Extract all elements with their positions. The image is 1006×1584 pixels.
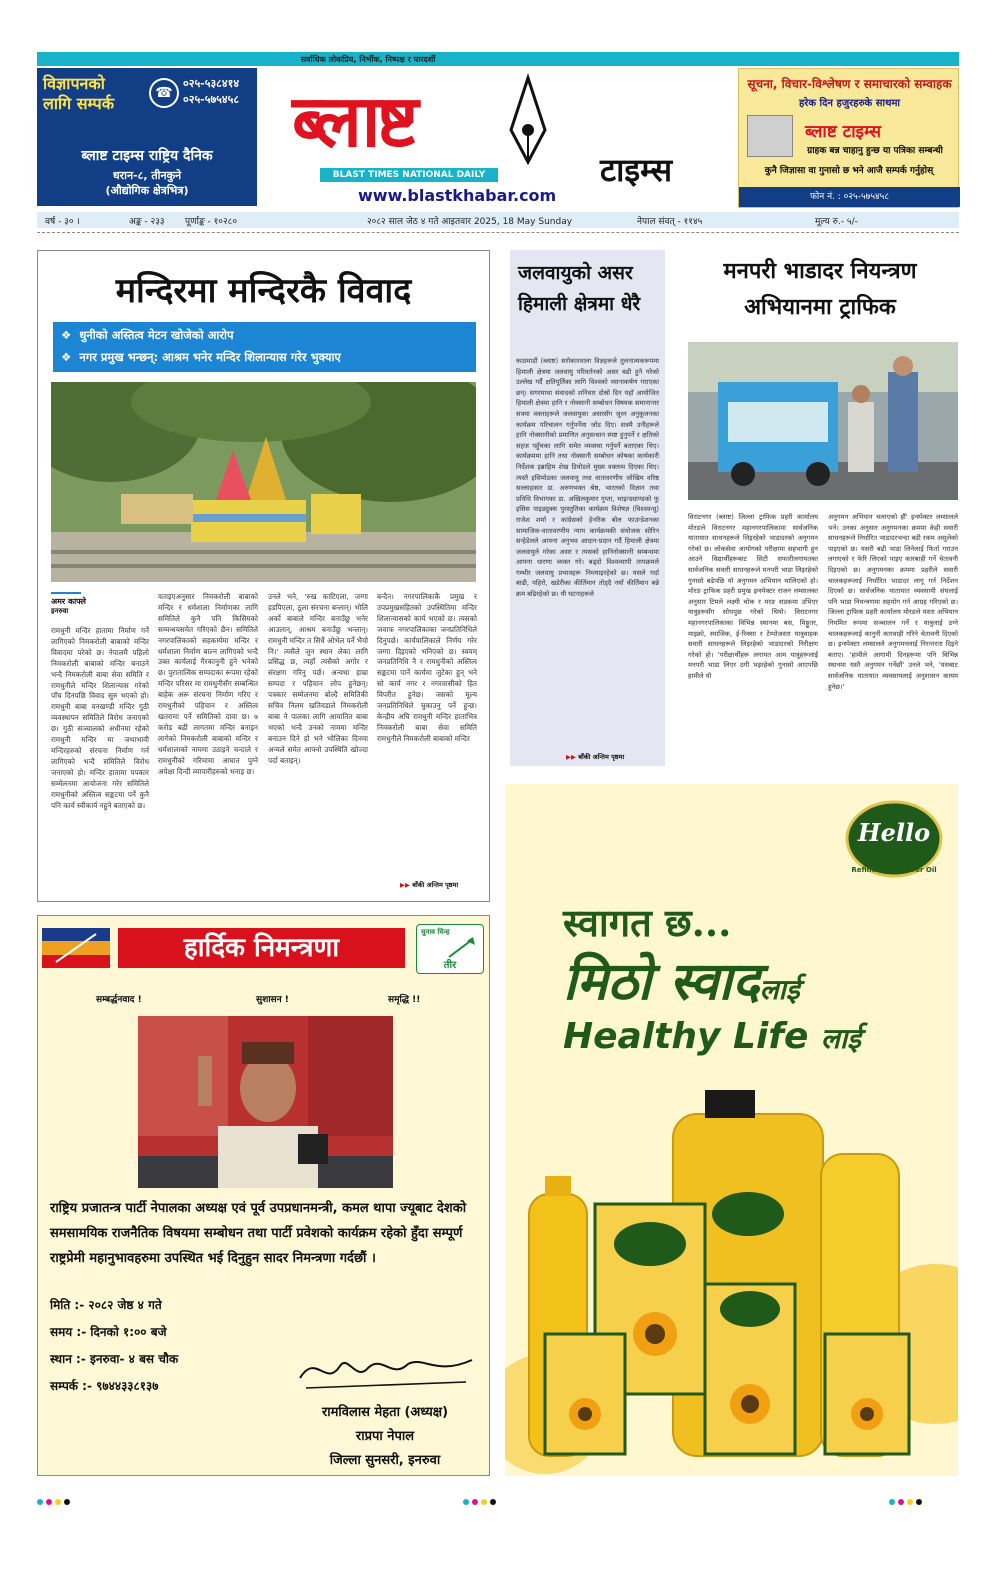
ad-phone-2: ०२५-५७५४५८ (183, 93, 240, 106)
ad-address-line2: (औद्योगिक क्षेत्रभित्र) (105, 184, 189, 197)
climate-headline[interactable]: जलवायुको असर हिमाली क्षेत्रमा धेरै (518, 262, 641, 315)
symbol-label: चुनाव चिन्ह (421, 928, 450, 936)
subscription-ad (738, 68, 959, 208)
issue-date: २०८२ साल जेठ ४ गते आइतवार 2025, 18 May Sunday (367, 217, 573, 227)
byline-location: इनरुवा (51, 607, 69, 615)
party-flag-icon (42, 928, 110, 968)
climate-continued-text: बाँकी अन्तिम पृष्ठमा (578, 753, 625, 761)
oil-line-3-text: Healthy Life (563, 1016, 809, 1057)
masthead-tagline: सर्वाधिक लोकप्रिय, निर्भीक, निष्पक्ष र पारदर्शी (300, 55, 436, 64)
invitation-ad (37, 915, 490, 1476)
lead-headline[interactable]: मन्दिरमा मन्दिरकै विवाद (115, 271, 412, 311)
lead-column-1: रामधुनी मन्दिर हातामा निर्माण गर्ने लागिएको निमकरोली बाबाको मन्दिर विवादमा परेको छ। नेपालमै पहिलो निमकरोली बाबाको मन्दिर बनाउने भन्दै निमकरोली बाबा सेवा समिति र रामधुनीले मन्दिर शिलान्यास गरेको पाँच दिनपछि विवाद सुरु भएको हो। रामधुनी बाबा वनखण्डी मन्दिर गुठी व्यवस्थापन समितिले विरोध जनाएको छ। गुठी सञ्चालको अधीनमा रहेको रामधुनी मन्दिर मा जथाभावी मन्दिरहरुको संरचना निर्माण गर्न लागिएको भन्दै समितिले विरोध जनाएको हो। मन्दिर हातामा पपकार सम्मेलनमा आयोजना गरेर समितिले रामधुनीको अस्तित्व सङ्कटमा पर्ने कुनै पनि कार्य स्वीकार्य नहुने बताएको छ। (51, 626, 149, 810)
lead-continued-link[interactable] (400, 880, 458, 889)
signer-district: जिल्ला सुनसरी, इनरुवा (329, 1453, 441, 1468)
oil-line-2-suffix: लाई (759, 973, 800, 1006)
invitation-body: राष्ट्रिय प्रजातन्त्र पार्टी नेपालका अध्यक्ष एवं पूर्व उपप्रधानमन्त्री, कमल थापा ज्यूबाट देशको समसामयिक राजनैतिक विषयमा सम्बोधन तथा पार्टी प्रवेशको कार्यक्रम रहेको हुँदा सम्पूर्ण राष्ट्रप्रेमी महानुभावहरुमा उपस्थित भई दिनुहुन सादर निमन्त्रणा गर्दछौं । (50, 1201, 467, 1266)
traffic-column-1: विराटनगर (ब्लाष्ट) जिल्ला ट्राफिक प्रहरी कार्यालय मोरङले विराटनगर महानगरपालिकामा सार्वजनिक यातायात साधनहरूले लिइरहेको भाडादरको अनुगमन गरेको छ। लोकसेवा आयोगको परीक्षामा सहभागी हुन आउने विद्यार्थीहरूबाट सिटी सफारीलगायतका सार्वजनिक सवारी साधनहरूले मनपरी भाडा लिइरहेको गुनासो बढेपछि यो अनुगमन अभियान थालिएको हो। मोरङ ट्राफिक प्रहरी प्रमुख इन्स्पेक्टर राजन लम्सालका अनुसार टिमले लक्ष्मी चोक र मरङ सडकमा उभिएर यात्रुहरूसँग सोधपुछ गरेको थियो। विराटनगर महानगरपालिकाका विभिन्न स्थानमा बस, मिठ्ठूतर, माइक्रो, स्याजिक, ई-रिक्सा र टेम्पोजस्ता यात्रुवाहक सवारी साधनहरूले लिइरहेको भाडादरको निरीक्षण गरेको हो। 'परीक्षार्थीहरू लगायत आम यात्रुहरूलाई मनपरी भाडा लिएर ठगी भइरहेको गुनासो आएपछि हामीले यो (688, 513, 818, 680)
lead-bullet-1: ❖ धुनीको अस्तित्व मेटन खोजेको आरोप (61, 328, 234, 342)
temple-photo (51, 382, 476, 582)
sunflower-oil-ad (505, 784, 958, 1476)
phone-icon: ☎ (149, 78, 179, 108)
sub-ad-line1: सूचना, विचार-विश्लेषण र समाचारको सम्वाहक (747, 77, 952, 91)
issue-number: अङ्क - २३३ (129, 217, 165, 227)
sub-ad-phone: फोन नं. : ०२५-५७५४५८ (739, 187, 960, 207)
ad-phone-1: ०२५-५३८४१४ (183, 77, 240, 90)
speaker-illustration (138, 1016, 393, 1188)
issue-price: मूल्य रु.- ५/- (815, 217, 858, 227)
continue-arrow-icon: ▶▶ (566, 753, 576, 761)
lead-bullet-2: ❖ नगर प्रमुख भन्छन्: आश्रम भनेर मन्दिर शिलान्यास गरेर भुक्याए (61, 350, 341, 364)
invitation-contact: सम्पर्क :- ९७४४३३८१३७ (50, 1379, 159, 1393)
ad-paper-title: ब्लाष्ट टाइम्स राष्ट्रिय दैनिक (81, 148, 213, 164)
signer-party: राप्रपा नेपाल (355, 1429, 415, 1444)
symbol-name: तीर (443, 960, 457, 971)
ad-contact-heading (43, 74, 114, 114)
oil-products-illustration (505, 1084, 958, 1476)
traffic-photo (688, 342, 958, 500)
ad-contact-box (37, 68, 257, 206)
traffic-headline[interactable] (682, 254, 958, 326)
invitation-time: समय :- दिनको १:०० बजे (50, 1325, 167, 1339)
lead-bullet-2-text: नगर प्रमुख भन्छन्: आश्रम भनेर मन्दिर शिलान्यास गरेर भुक्याए (79, 350, 341, 364)
logo-sub-text: टाइम्स (600, 151, 673, 189)
ad-contact-heading-line1: विज्ञापनको (43, 74, 105, 93)
oil-line-3-suffix: लाई (820, 1022, 861, 1055)
logo-main-text: ब्लाष्ट (292, 78, 415, 163)
logo-pen-icon (483, 70, 573, 170)
traffic-headline-line2: अभियानमा ट्राफिक (744, 295, 896, 320)
ad-address-line1: धरान-८, तीनकुने (112, 169, 182, 182)
lead-column-3: उनले भने, 'रुख काटिएला, जग्गा हडपिएला, ठूला संरचना बन्लान्। भोलि अर्को बाबाले मन्दिर बनाउँछु भनेर आउलान्, आश्रम बनाउँछु भन्लान्। रामधुनी मन्दिर त सिधैं ओभेल पर्ने भैयो नि।' त्यसैले जुन स्थान लेका लागि प्रसिद्ध छ, त्यहाँ त्यसैको अगोर र संरक्षण गरिनु पर्छ। अन्यथा हाम्रा सम्पदा र पहिचान लोप हुनेछन्। पत्रकार सम्मेलनमा बोल्दै समितिकी सचिव निलम खतिवडाले निमकरोली बाबा ने पालका लागि आयातित बाबा भएको भन्दै उनको नाममा मन्दिर बनाउन दिने हो भने भोलिका दिनमा अन्यले समेत आफ्नो उपस्थिति खोज्दा पर्दा बताइन्। (268, 592, 368, 765)
lead-bullet-1-text: धुनीको अस्तित्व मेटन खोजेको आरोप (79, 328, 234, 342)
invitation-title: हार्दिक निमन्त्रणा (118, 928, 405, 968)
byline-rule (51, 592, 81, 594)
nepal-samvat: नेपाल संवत् - ११४५ (637, 217, 703, 227)
wish-3: समृद्धि !! (388, 995, 421, 1005)
ad-address (37, 168, 257, 198)
issue-info-bar (37, 212, 959, 228)
lead-continued-text: बाँकी अन्तिम पृष्ठमा (412, 881, 459, 889)
lead-column-2: वताइएअनुसार निमकरोली बाबाको मन्दिर र धर्मशाला निर्माणका लागि समितिले कुनै पनि किसिमको सम्मन्धयसमेत गरिएको छैन। समितिले नगरपालिकाको सहकार्यमा मन्दिर र धर्मशाला निर्माण बाल्न लागिएको भन्दै उक्त कार्यलाई गैरकानुनी हुने भनेको छ। पुरातात्विक सम्पदाका रूपमा रहेको मन्दिर परिसर मा रामधुनीसँग सम्बन्धित बाहेक अरू संरचना निर्माण गरिए र रामधुनीको पहिचान र अस्तित्व खतरामा पर्ने समितिको दावा छ। ७ करोड बढी लागतमा मन्दिर बनाइन लागेको निमकरोली बाबाको मन्दिर र धर्मशालाको नाममा उठाइने चन्दाले र रामधुनीको गरिमामा आघात पुग्ने अपेक्षा दिन्दी व्यापारीहरुको भनाइ छ। (158, 592, 258, 776)
continue-arrow-icon: ▶▶ (400, 881, 410, 889)
ad-contact-heading-line2: लागि सम्पर्क (43, 94, 115, 113)
invitation-place: स्थान :- इनरुवा- ४ बस चौक (50, 1352, 179, 1366)
divider (37, 232, 959, 233)
election-symbol (416, 924, 484, 974)
lead-subheadlines (53, 322, 476, 372)
invitation-date: मिति :- २०८२ जेष्ठ ४ गते (50, 1298, 162, 1312)
temple-illustration (51, 382, 476, 582)
traffic-column-2: अनुगमन अभियान चलाएको हौं' इन्स्पेक्टर लम्सालले भने। उनका अनुसार अनुगमनका क्रममा केही सवारी साधनहरूले निर्धारित भाडादरभन्दा बढी रकम असुलेको पाइएको छ। यसरी बढी भाडा लिनेलाई फिर्ता गराउन लगाएको र फेरि लिएको पाइए कारबाही गर्ने चेतावनी दिइएको छ। अनुगमनका क्रममा प्रहरीले सवारी चालकहरूलाई निर्धारित भाडादर लागू गर्न निर्देशन दिएको छ। सार्वजनिक यातायात व्यवसायी संघलाई पनि भाडा नियन्त्रणमा सहयोग गर्न आग्रह गरिएको छ। जिल्ला ट्राफिक प्रहरी कार्यालय मोरङले यस्ता अभियान नियमित रूपमा सञ्चालन गर्ने र यात्रुलाई ठग्ने चालकहरूलाई कानुनी कारवाही गरिने चेतावनी दिएको छ। इन्स्पेक्टर लम्सालले अनुगमनलाई निरन्तरता दिइने बताए। 'हामीले आगामी दिनहरूमा पनि विभिन्न स्थानमा यस्तै अनुगमन गर्नेछौं' उनले भने, 'यसबाट सार्वजनिक यातायात व्यवसायलाई अनुशासन कायम हुनेछ।' (828, 513, 958, 691)
issue-full-number: पूर्णाङ्क - १०२८० (185, 217, 238, 227)
oil-line-2 (563, 944, 800, 1015)
wish-1: सम्बर्द्धनवाद ! (96, 995, 142, 1005)
oil-line-2-text: मिठो स्वाद (563, 951, 760, 1012)
oil-line-1: स्वागत छ... (563, 900, 732, 945)
arrow-symbol-icon (447, 935, 477, 959)
climate-body: काठमाडौं (ब्लाष्ट) सरोकारवाला विज्ञहरूले तुलनात्मकरूपमा हिमाली क्षेत्रमा जलवायु परिवर्तनको असर बढी हुने गरेको उल्लेख गर्दै क्षतिपूर्तिका लागि विश्वको ध्यानाकर्षण गराएका छन्। सगरमाथा संवादको शनिवार दोस्रो दिन यहाँ आयोजित हिमाली क्षेत्रमा हानि र नोक्सानी सम्बोधन विषयक समानान्तर सत्रमा वक्ताहरूले जलवायुका असरसँग जुध्न अनुकूलनका कार्यक्रम परिचालन गर्नुपर्नेमा जोड दिए। सत्रमै उनीहरूले हानि नोक्सानीको प्रमाणित अनुसन्धान स्पष्ट हुनुपर्ने र क्षतिको सहज पहुँचका लागि समेत व्यवस्था गर्नुपर्ने बताएका थिए। कार्यक्रममा हानि तथा नोक्सानी सम्बोधन कोषका कार्यकारी निर्देशक इब्राहिम शेख डियोडले मुख्य वक्तव्य दिएका थिए। त्यस्तै इसिमोडका जलवायु तथा वातावरणीय जोखिम वरिष्ठ सल्लाहकार डा. अरुणभक्त श्रेष्ठ, भारतको विज्ञान तथा प्रविधि विभागका डा. अखिलकुमार गुप्ता, भाइन्ड्याण्डको फू इसिस पाइड्युक्स पुरस्तुतिका कार्यक्रम विशेषज्ञ (विश्ववन्धु) राजेश शर्मा र कांग्रेसको हेनरिक बोल फाउन्डेशनका सामाजिक-वातावरणीय न्याय कार्यक्रमकी संयोजक सोरिन सन्हेडेलले आफ्ना अनुभव आदान-प्रदान गर्दै हिमाली क्षेत्रमा जलवायुले गरेका असर र त्यसको हानिनोक्सानी सम्बन्धमा आफ्ना धारणा व्यक्त गरे। बढ्दो विश्वव्यापी तापक्रमले गम्भीर जलवायु प्रभावहरू निम्त्याइरहेको छ। यसले गर्दा बाढी, पहिरो, खडेरीका कीर्तिमान तोड्दै नयाँ कीर्तिमान बन्ने क्रम बढिरहेको छ। यी घटनाहरूले (516, 357, 659, 599)
website-url[interactable]: www.blastkhabar.com (358, 186, 557, 205)
wish-2: सुशासन ! (256, 995, 289, 1005)
masthead-logo (278, 68, 728, 208)
sub-ad-line4: कुनै जिज्ञासा वा गुनासो छ भने आजै सम्पर्क गर्नुहोस् (764, 166, 934, 176)
ad-contact-phones (183, 76, 239, 108)
newspaper-thumbnail (747, 115, 793, 157)
speaker-photo (138, 1016, 393, 1188)
signature-image (296, 1348, 476, 1394)
oil-brand-name: Hello (857, 818, 931, 847)
traffic-illustration (688, 342, 958, 500)
oil-line-3 (563, 1016, 861, 1057)
logo-english-name: BLAST TIMES NATIONAL DAILY (320, 168, 498, 182)
lead-column-4: बन्दैन। नगरपालिकाकै प्रमुख र उपप्रमुखसहितको उपस्थितिमा मन्दिर शिलान्यासको कार्य भएको छ। त्यसको जवाफ नगरपालिकाका जनप्रतिनिधिले दिनुपर्छ। कार्यपालिकाले निर्णय गरेर जग्गा दिइएको भनिएको छ। स्वयम् जनप्रतिनिधि नै र रामधुनीको अस्तित्व सङ्कटमा पार्ने कार्यमा जुटेका हुन् भने सो कार्य नगर र नगरवासीको हित विपरीत हुनेछ। जसको मूल्य जनप्रतिनिधिले चुकाउनु पर्ने हुन्छ। केन्द्रीय अघि रामधुनी मन्दिर हाताभित्र निमकरोली बाबा सेवा समिति रामधुनीले निमकरोली बाबाको मन्दिर (377, 592, 477, 743)
signer-name: रामविलास मेहता (अध्यक्ष) (321, 1405, 449, 1420)
top-accent-bar (37, 52, 959, 66)
byline-author: अमर काफ्ले (51, 597, 86, 606)
traffic-headline-line1: मनपरी भाडादर नियन्त्रण (723, 259, 917, 284)
sub-ad-line3: ग्राहक बन्न चाहानु हुन्छ या पत्रिका सम्बन्धी (807, 146, 943, 156)
sub-ad-line2: हरेक दिन हजुरहरुके साथमा (798, 98, 901, 109)
lead-byline (51, 592, 149, 616)
oil-brand-sub: Refined Sunflower Oil (851, 866, 937, 874)
issue-year: वर्ष - ३० । (45, 217, 80, 227)
print-registration-bar (37, 1490, 959, 1498)
climate-continued-link[interactable] (566, 752, 624, 761)
sub-ad-brand: ब्लाष्ट टाइम्स (805, 122, 882, 142)
